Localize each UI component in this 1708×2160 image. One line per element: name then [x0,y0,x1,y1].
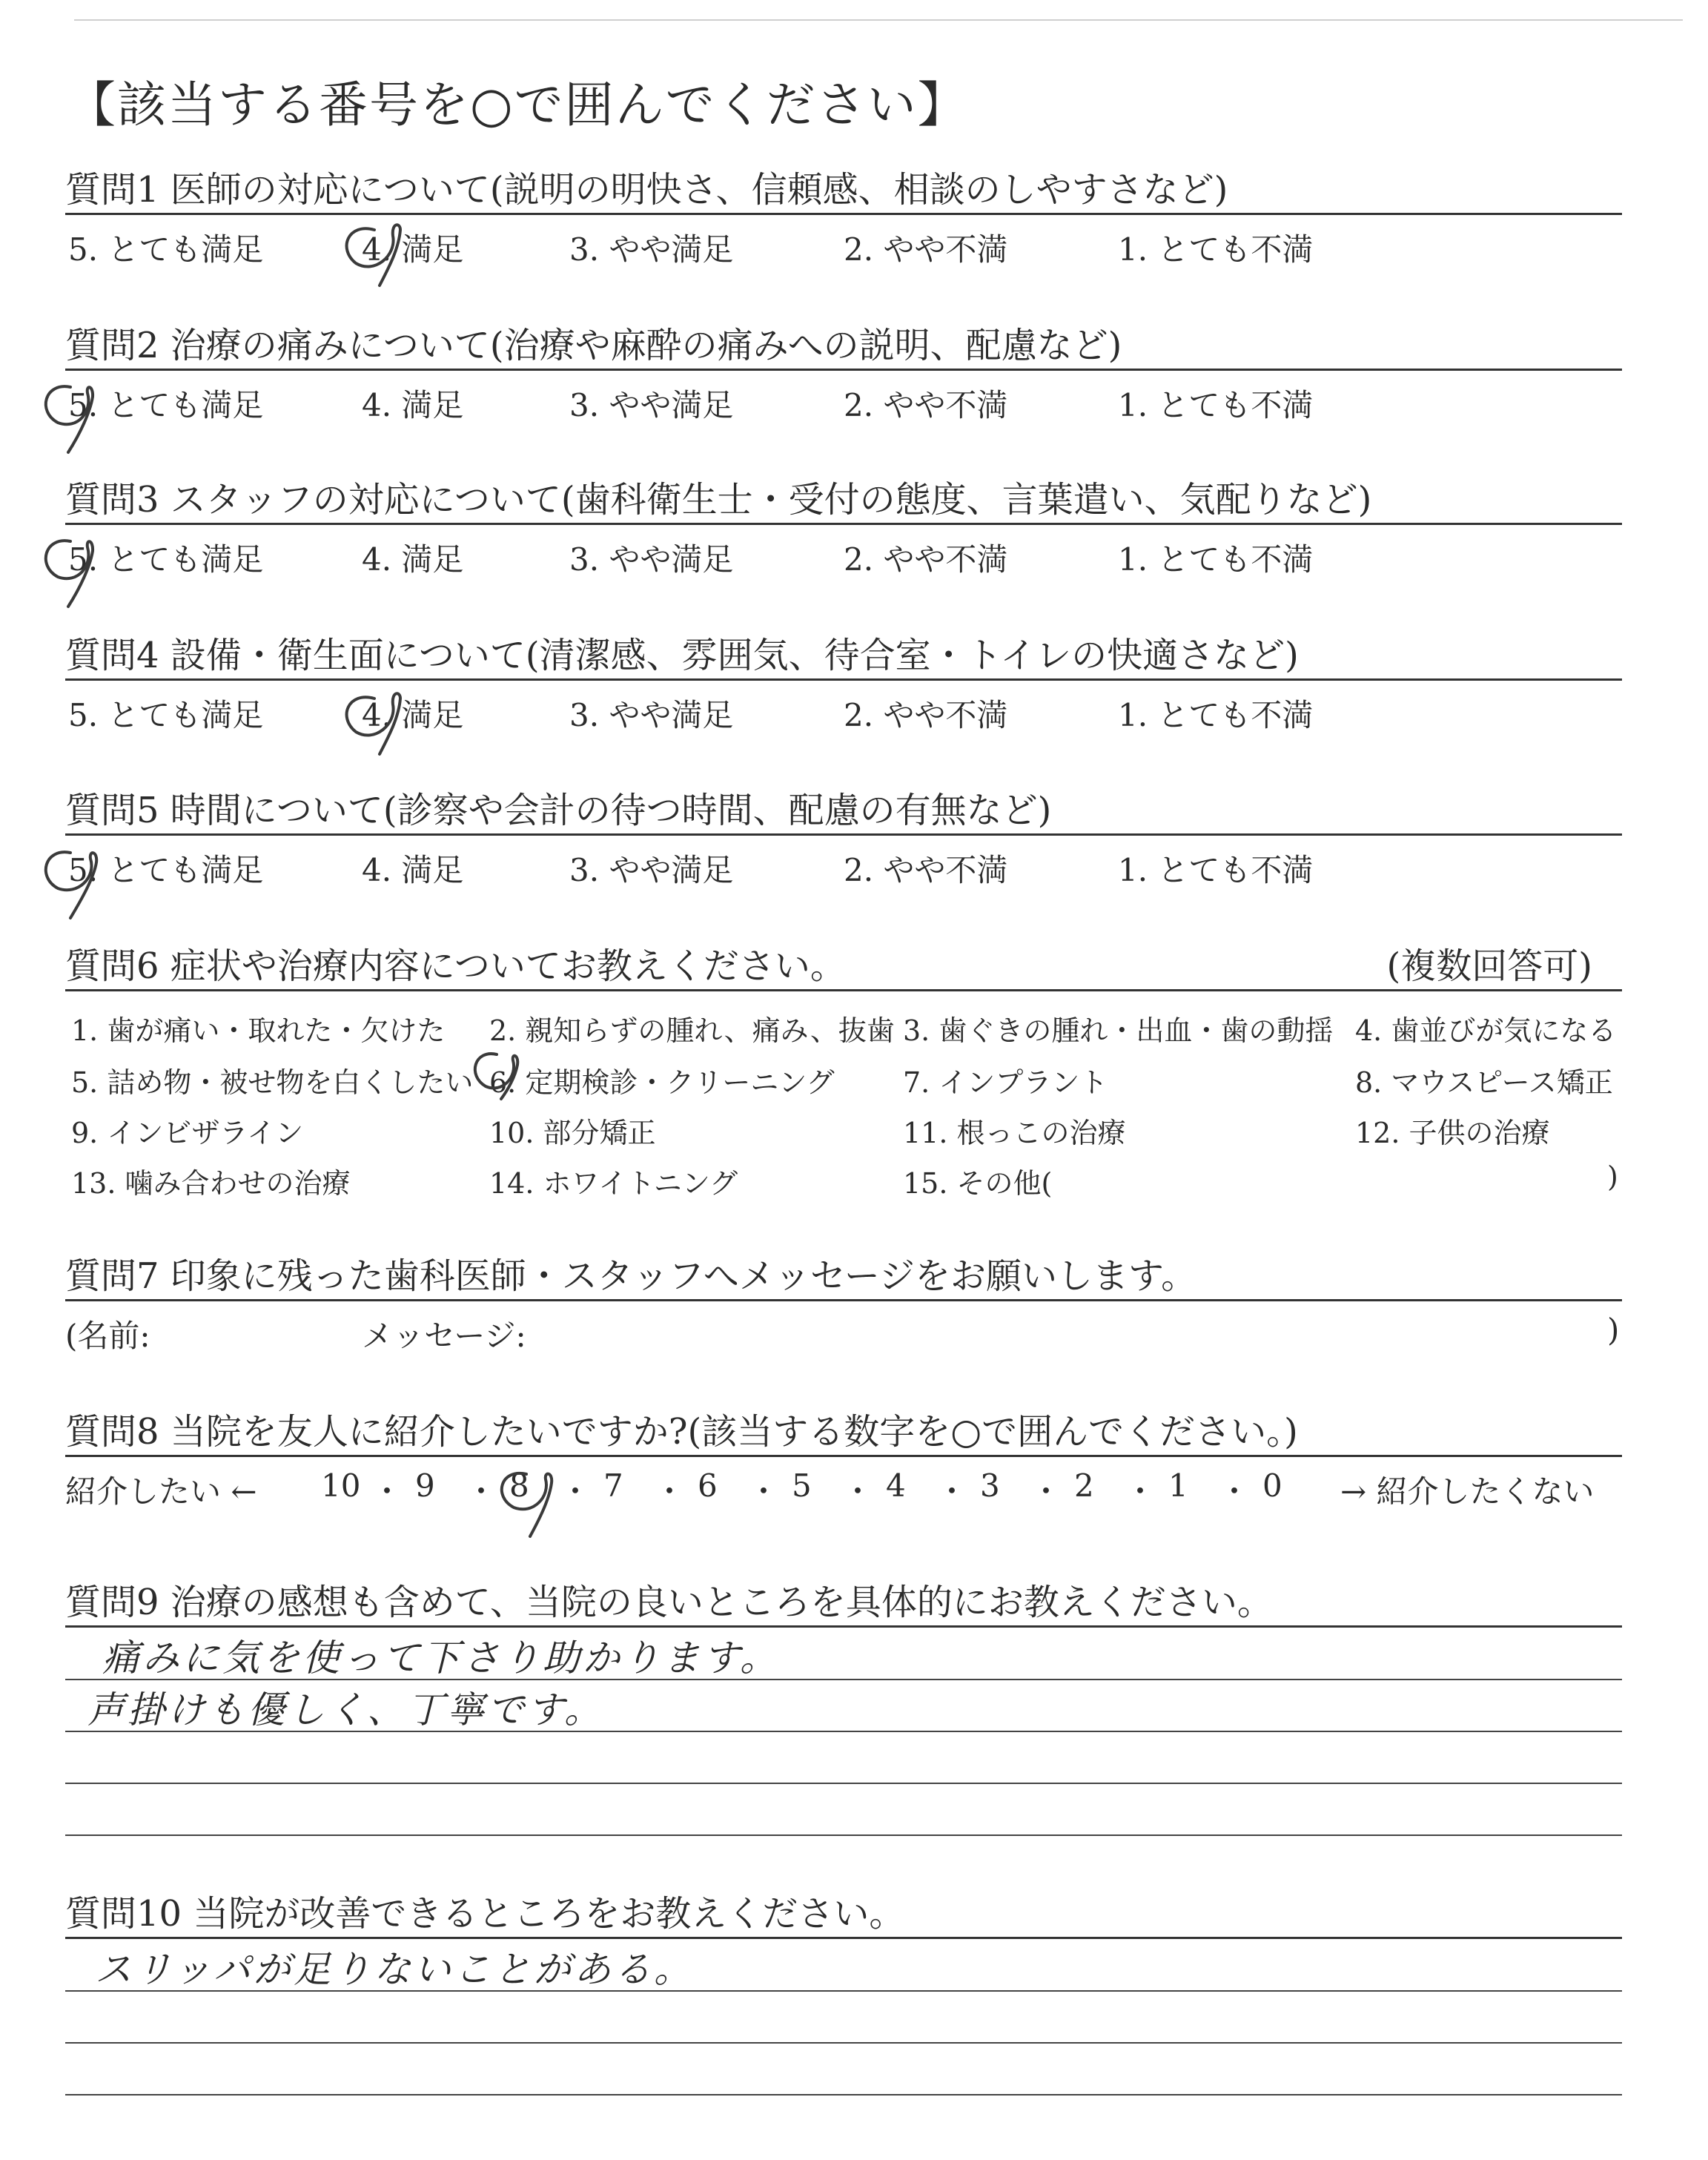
scale-separator: ・ [842,1473,874,1510]
rating-options [65,525,1622,577]
question-rule [65,1625,1622,1628]
page-heading: 【該当する番号を○で囲んでください】 [67,76,968,133]
treatment-4[interactable]: 4. 歯並びが気になる [1355,1014,1617,1047]
handwritten-answer: スリッパが足りないことがある。 [95,1948,694,1991]
option-3[interactable]: 3. やや満足 [569,697,734,733]
scale-value-4[interactable]: 4 [886,1467,906,1504]
option-2[interactable]: 2. やや不満 [844,852,1008,888]
question-title: 質問9 治療の感想も含めて、当院の良いところを具体的にお教えください。 [65,1582,1273,1623]
treatment-3[interactable]: 3. 歯ぐきの腫れ・出血・歯の動揺 [903,1014,1334,1047]
treatment-8[interactable]: 8. マウスピース矯正 [1355,1066,1613,1099]
scale-value-1[interactable]: 1 [1168,1467,1188,1504]
question-10 [65,1891,1622,1991]
scale-separator: ・ [654,1473,686,1510]
question-4 [65,633,1622,733]
option-1[interactable]: 1. とても不満 [1118,231,1314,268]
question-title: 質問10 当院が改善できるところをお教えください。 [65,1893,905,1935]
other-close-paren: ) [1607,1160,1618,1193]
treatment-1[interactable]: 1. 歯が痛い・取れた・欠けた [71,1014,446,1047]
scale-value-10[interactable]: 10 [321,1467,361,1504]
handwritten-answer: 声掛けも優しく、丁寧です。 [87,1688,604,1731]
scale-value-5[interactable]: 5 [792,1467,812,1504]
treatment-5[interactable]: 5. 詰め物・被せ物を白くしたい [71,1066,474,1099]
name-label: (名前: [65,1318,150,1354]
rating-options [65,215,1622,267]
question-5 [65,787,1622,888]
message-close-paren: ) [1607,1312,1620,1348]
scale-separator: ・ [936,1473,968,1510]
scale-value-7[interactable]: 7 [603,1467,623,1504]
option-5[interactable]: 5. とても満足 [68,852,264,888]
option-1[interactable]: 1. とても不満 [1118,697,1314,733]
option-2[interactable]: 2. やや不満 [844,541,1008,578]
rating-options [65,371,1622,423]
option-4[interactable]: 4. 満足 [362,697,464,733]
scale-separator: ・ [1125,1473,1156,1510]
question-rule [65,1937,1622,1939]
question-2 [65,323,1622,423]
scale-value-6[interactable]: 6 [698,1467,718,1504]
option-2[interactable]: 2. やや不満 [844,231,1008,268]
recommend-scale [65,1457,1622,1509]
question-title: 質問1 医師の対応について(説明の明快さ、信頼感、相談のしやすさなど) [65,169,1228,211]
message-label: メッセージ: [362,1318,526,1354]
question-6 [65,943,1622,1199]
question-title: 質問5 時間について(診察や会計の待つ時間、配慮の有無など) [65,790,1052,831]
scale-value-8[interactable]: 8 [509,1467,529,1504]
question-title: 質問3 スタッフの対応について(歯科衛生士・受付の態度、言葉遣い、気配りなど) [65,479,1372,521]
scale-separator: ・ [466,1473,497,1510]
scale-separator: ・ [371,1473,403,1510]
answer-line [65,1783,1622,1784]
treatment-14[interactable]: 14. ホワイトニング [489,1167,738,1200]
question-title: 質問8 当院を友人に紹介したいですか?(該当する数字を○で囲んでください。) [65,1411,1298,1453]
treatment-10[interactable]: 10. 部分矯正 [489,1117,656,1149]
option-1[interactable]: 1. とても不満 [1118,387,1314,423]
message-line [65,1301,1622,1353]
scale-left-label: 紹介したい ← [65,1473,257,1510]
option-2[interactable]: 2. やや不満 [844,387,1008,423]
treatment-11[interactable]: 11. 根っこの治療 [903,1117,1126,1149]
scale-separator: ・ [748,1473,780,1510]
answer-line [65,1834,1622,1836]
option-5[interactable]: 5. とても満足 [68,387,264,423]
option-3[interactable]: 3. やや満足 [569,387,734,423]
question-title [65,943,1622,989]
option-4[interactable]: 4. 満足 [362,541,464,578]
option-2[interactable]: 2. やや不満 [844,697,1008,733]
answer-line [65,2094,1622,2095]
option-4[interactable]: 4. 満足 [362,852,464,888]
scale-separator: ・ [560,1473,592,1510]
question-title: 質問7 印象に残った歯科医師・スタッフへメッセージをお願いします。 [65,1255,1197,1297]
handwritten-answer: 痛みに気を使って下さり助かります。 [102,1636,780,1680]
treatment-options [65,991,1622,1199]
treatment-7[interactable]: 7. インプラント [903,1066,1108,1099]
treatment-13[interactable]: 13. 噛み合わせの治療 [71,1167,351,1200]
question-title: 質問2 治療の痛みについて(治療や麻酔の痛みへの説明、配慮など) [65,325,1122,366]
option-3[interactable]: 3. やや満足 [569,852,734,888]
question-title-text: 質問6 症状や治療内容についてお教えください。 [65,945,846,987]
treatment-9[interactable]: 9. インビザライン [71,1117,304,1149]
question-8 [65,1409,1622,1509]
rating-options [65,836,1622,888]
option-1[interactable]: 1. とても不満 [1118,852,1314,888]
scale-value-2[interactable]: 2 [1074,1467,1094,1504]
scale-value-9[interactable]: 9 [415,1467,435,1504]
top-border [74,19,1683,21]
option-3[interactable]: 3. やや満足 [569,231,734,268]
option-4[interactable]: 4. 満足 [362,387,464,423]
multiple-answer-note: (複数回答可) [1386,945,1592,987]
scale-value-3[interactable]: 3 [980,1467,1000,1504]
question-7 [65,1253,1622,1353]
option-5[interactable]: 5. とても満足 [68,231,264,268]
scale-separator: ・ [1219,1473,1251,1510]
treatment-6[interactable]: 6. 定期検診・クリーニング [489,1066,835,1099]
rating-options [65,681,1622,733]
question-9 [65,1579,1622,1731]
question-title: 質問4 設備・衛生面について(清潔感、雰囲気、待合室・トイレの快適さなど) [65,635,1299,676]
option-5[interactable]: 5. とても満足 [68,697,264,733]
scale-separator: ・ [1030,1473,1062,1510]
option-3[interactable]: 3. やや満足 [569,541,734,578]
option-1[interactable]: 1. とても不満 [1118,541,1314,578]
answer-line [65,2042,1622,2044]
scale-value-0[interactable]: 0 [1262,1467,1282,1504]
scale-right-label: → 紹介したくない [1340,1473,1595,1510]
option-5[interactable]: 5. とても満足 [68,541,264,578]
question-3 [65,477,1622,577]
treatment-15[interactable]: 15. その他( [903,1167,1053,1200]
question-1 [65,167,1622,267]
treatment-12[interactable]: 12. 子供の治療 [1355,1117,1550,1149]
treatment-2[interactable]: 2. 親知らずの腫れ、痛み、抜歯 [489,1014,895,1047]
option-4[interactable]: 4. 満足 [362,231,464,268]
